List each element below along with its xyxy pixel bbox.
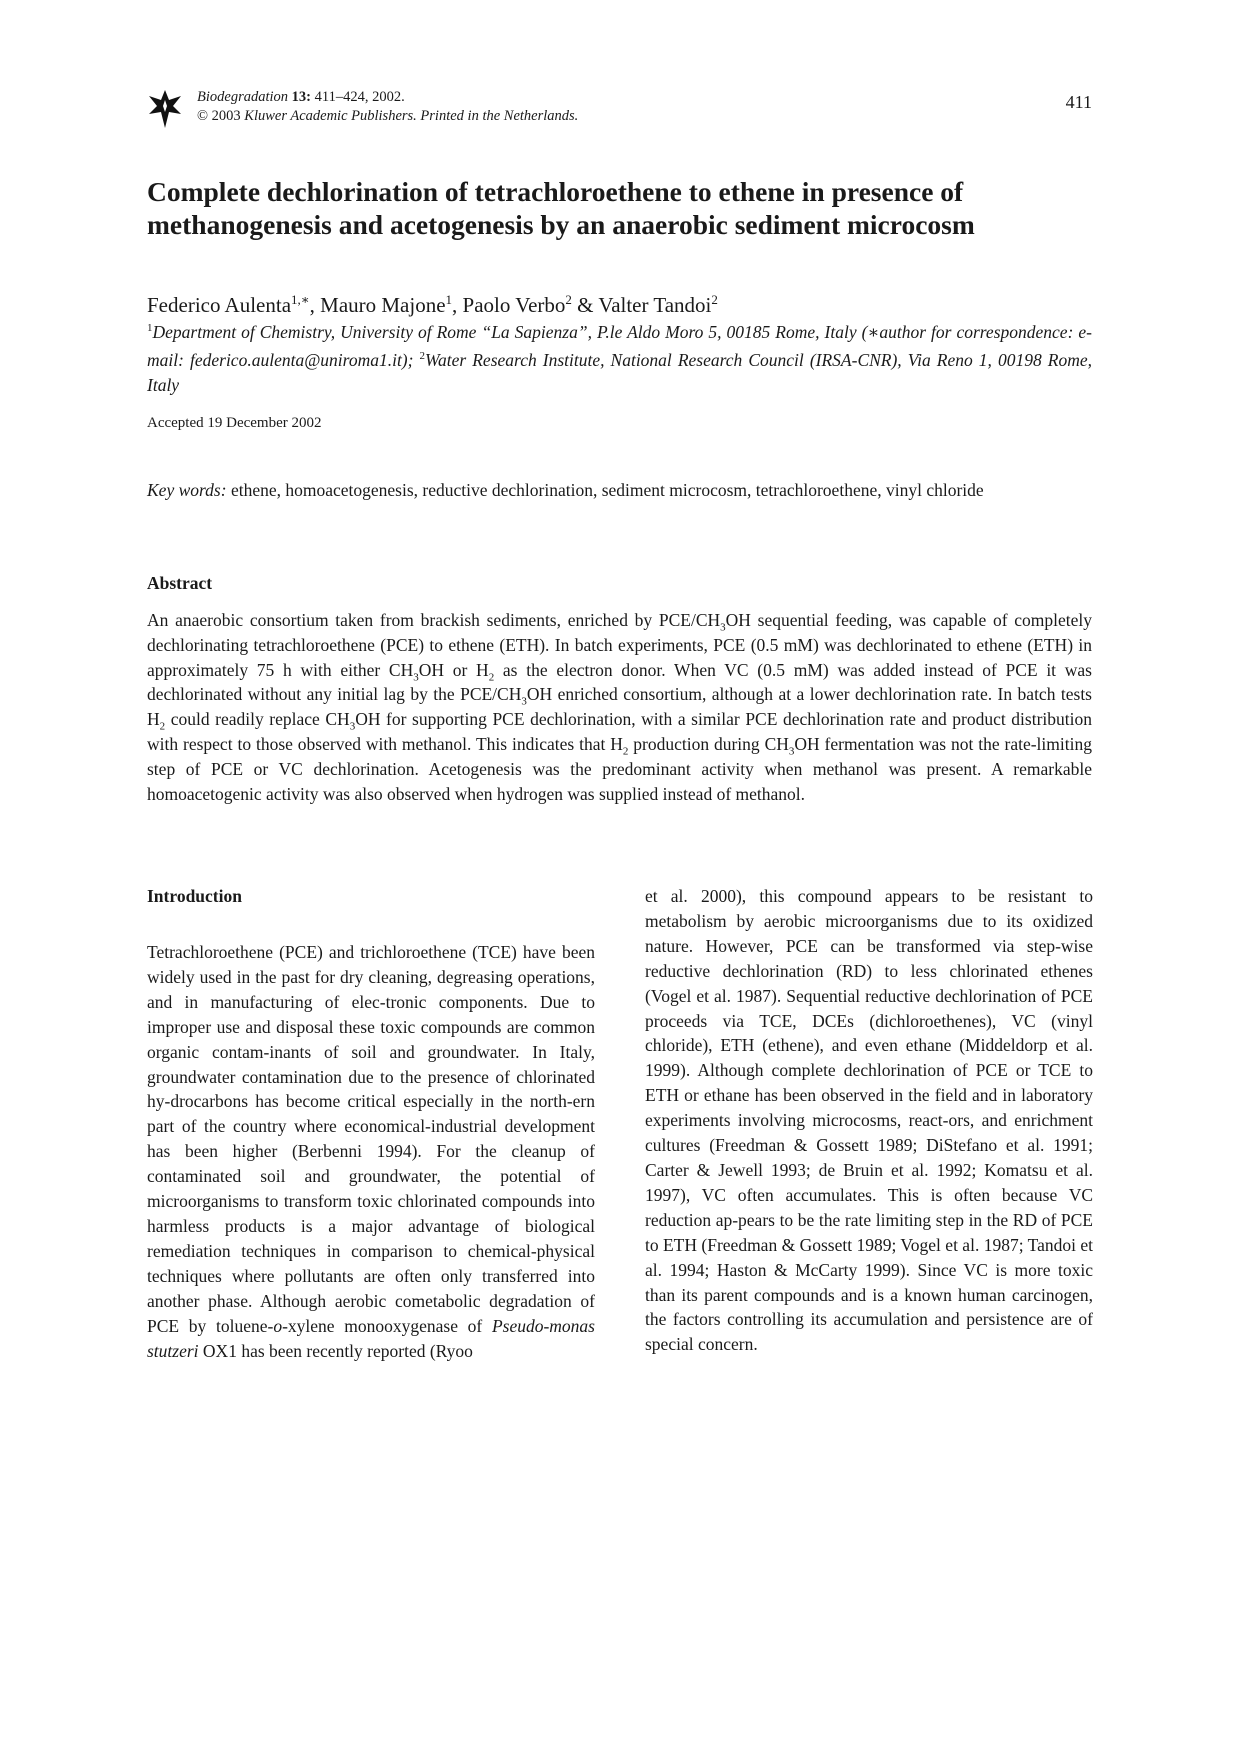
author-separator: , bbox=[309, 293, 321, 317]
publisher-logo-icon bbox=[147, 88, 183, 130]
abstract-text bbox=[147, 608, 1092, 806]
journal-volume: 13: bbox=[291, 89, 311, 105]
subscript: 3 bbox=[413, 671, 419, 684]
affiliation-mark: 2 bbox=[419, 350, 426, 363]
journal-pages-year: 411–424, 2002. bbox=[314, 89, 405, 105]
abstract-segment: OH or H bbox=[418, 659, 489, 680]
journal-citation bbox=[197, 88, 578, 126]
affiliation-1: Department of Chemistry, University of Rome “La Sapienza”, P.le Aldo Moro 5, 00185 Rome, Italy (∗author for correspondence: e-mail: federico.aulenta@uniroma1.it); bbox=[147, 321, 1092, 371]
author-affiliation-mark: 1 bbox=[445, 292, 453, 307]
abstract-segment: could readily replace CH bbox=[165, 709, 350, 730]
abstract-heading: Abstract bbox=[147, 573, 213, 593]
abstract-segment: OH sequential feeding, was capable of completely dechlorinating tetrachloroethene (PCE) to ethene (ETH). In batch experiments, PCE (0.5 mM) was dechlorinated to ethene (ETH) in approximately 75 h with either CH bbox=[147, 610, 1092, 680]
author-name: Paolo Verbo bbox=[462, 293, 566, 317]
printed-note: Printed in the Netherlands. bbox=[420, 108, 579, 124]
publisher: Kluwer Academic Publishers. bbox=[244, 108, 417, 124]
author-separator: & bbox=[571, 293, 599, 317]
author-name: Valter Tandoi bbox=[598, 293, 712, 317]
body-text: Tetrachloroethene (PCE) and trichloroethene (TCE) have been widely used in the past for dry cleaning, degreasing operations, and in manufacturing of elec-tronic components. Due to improper use and disposal these toxic compounds are common organic contam-inants of soil and groundwater. In Italy, groundwater contamination due to the presence of chlorinated hy-drocarbons has become critical especially in the north-ern part of the country where economical-industrial development has been higher (Berbenni 1994). For the cleanup of contaminated soil and groundwater, the potential of microorganisms to transform toxic chlorinated compounds into harmless products is a major advantage of biological remediation techniques in comparison to chemical-physical techniques where pollutants are often only transferred into another phase. Although aerobic cometabolic degradation of PCE by toluene- bbox=[147, 942, 595, 1336]
subscript: 3 bbox=[349, 720, 356, 733]
abstract-segment: production during CH bbox=[628, 733, 789, 754]
abstract-segment: as the electron donor. When VC (0.5 mM) was added instead of PCE it was dechlorinated without any initial lag by the PCE/CH bbox=[147, 659, 1092, 705]
subscript: 2 bbox=[622, 745, 629, 758]
subscript: 2 bbox=[488, 671, 495, 684]
author-affiliation-mark: 1,∗ bbox=[291, 292, 310, 307]
abstract-segment: OH fermentation was not the rate-limiting step of PCE or VC dechlorination. Acetogenesis was the predominant activity when methanol was present. A remarkable homoacetogenic activity was also observed when hydrogen was supplied instead of methanol. bbox=[147, 733, 1092, 804]
introduction-left-column bbox=[147, 940, 595, 1363]
journal-header bbox=[147, 88, 1092, 132]
keywords-label: Key words: bbox=[147, 480, 227, 500]
author-list bbox=[147, 287, 718, 318]
keywords-text: ethene, homoacetogenesis, reductive dechlorination, sediment microcosm, tetrachloroethene, vinyl chloride bbox=[230, 480, 984, 500]
body-italic: o bbox=[273, 1315, 283, 1336]
subscript: 3 bbox=[720, 621, 726, 634]
abstract-segment: OH enriched consortium, although at a lower dechlorination rate. In batch tests H bbox=[147, 684, 1092, 730]
introduction-heading: Introduction bbox=[147, 886, 242, 906]
copyright: © 2003 bbox=[197, 108, 241, 124]
body-text: OX1 has been recently reported (Ryoo bbox=[198, 1340, 473, 1361]
subscript: 2 bbox=[159, 720, 166, 733]
author-name: Mauro Majone bbox=[320, 293, 446, 317]
keywords bbox=[147, 478, 1092, 503]
species-name: Pseudo-monas stutzeri bbox=[147, 1315, 595, 1361]
body-text: -xylene monooxygenase of bbox=[282, 1315, 492, 1336]
subscript: 3 bbox=[521, 695, 527, 708]
subscript: 3 bbox=[788, 745, 795, 758]
author-name: Federico Aulenta bbox=[147, 293, 292, 317]
affiliation-mark: 1 bbox=[147, 322, 153, 334]
introduction-right-column: et al. 2000), this compound appears to be resistant to metabolism by aerobic microorganisms due to its oxidized nature. However, PCE can be transformed via step-wise reductive dechlorination (RD) to less chlorinated ethenes (Vogel et al. 1987). Sequential reductive dechlorination of PCE proceeds via TCE, DCEs (dichloroethenes), VC (vinyl chloride), ETH (ethene), and even ethane (Middeldorp et al. 1999). Although complete dechlorination of PCE or TCE to ETH or ethane has been observed in the field and in laboratory experiments involving microcosms, react-ors, and enrichment cultures (Freedman & Gossett 1989; DiStefano et al. 1991; Carter & Jewell 1993; de Bruin et al. 1992; Komatsu et al. 1997), VC often accumulates. This is often because VC reduction ap-pears to be the rate limiting step in the RD of PCE to ETH (Freedman & Gossett 1989; Vogel et al. 1987; Tandoi et al. 1994; Haston & McCarty 1999). Since VC is more toxic than its parent compounds and is a known human carcinogen, the factors controlling its accumulation and persistence are of special concern. bbox=[645, 886, 1093, 1355]
abstract-segment: OH for supporting PCE dechlorination, with a similar PCE dechlorination rate and product distribution with respect to those observed with methanol. This indicates that H bbox=[147, 709, 1092, 754]
abstract-segment: An anaerobic consortium taken from brackish sediments, enriched by PCE/CH bbox=[147, 610, 721, 630]
page-number: 411 bbox=[1065, 92, 1092, 112]
affiliation-2: Water Research Institute, National Research Council (IRSA-CNR), Via Reno 1, 00198 Rome, Italy bbox=[147, 350, 1092, 395]
author-separator: , bbox=[452, 293, 463, 317]
author-affiliation-mark: 2 bbox=[565, 292, 572, 307]
journal-name: Biodegradation bbox=[197, 89, 289, 105]
affiliations bbox=[147, 316, 1092, 397]
author-affiliation-mark: 2 bbox=[711, 292, 718, 307]
accepted-date: Accepted 19 December 2002 bbox=[147, 415, 322, 431]
paper-title: Complete dechlorination of tetrachloroethene to ethene in presence of methanogenesis and acetogenesis by an anaerobic sediment microcosm bbox=[147, 176, 975, 240]
